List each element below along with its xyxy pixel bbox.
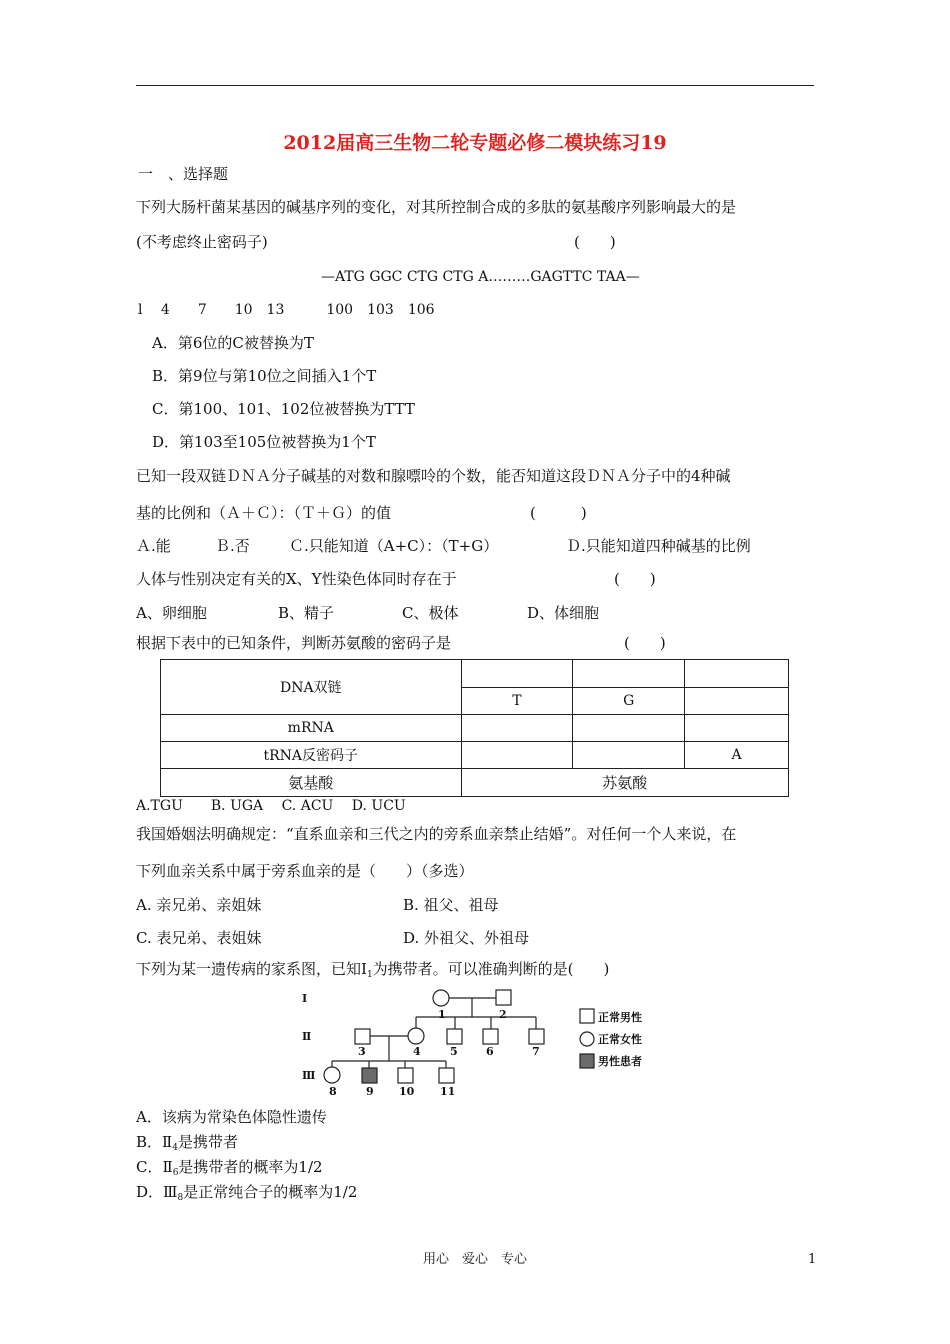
q6-stem: 下列为某一遗传病的家系图，已知$Ⅰ_1$为携带者。可以准确判断的是( ) xyxy=(136,960,610,980)
q2-stem-line1: 已知一段双链ＤＮＡ分子碱基的对数和腺嘌呤的个数，能否知道这段ＤＮＡ分子中的4种碱 xyxy=(136,467,731,485)
q3-answer-paren: ( ) xyxy=(614,570,656,588)
legend-label-female: 正常女性 xyxy=(598,1033,642,1046)
q5-option-b: B. 祖父、祖母 xyxy=(403,896,499,914)
codon-table xyxy=(160,659,789,796)
section-heading: 一 、选择题 xyxy=(138,165,229,183)
q2-answer-paren: ( ) xyxy=(530,504,587,522)
pedigree-II7-male xyxy=(529,1029,544,1044)
pedigree-II3-male xyxy=(355,1029,370,1044)
pedigree-number-11: 11 xyxy=(440,1085,456,1098)
q2-option-d: Ｄ.只能知道四种碱基的比例 xyxy=(566,537,751,555)
dna-strand1-cell1 xyxy=(461,660,573,688)
pedigree-II6-male xyxy=(483,1029,498,1044)
pedigree-number-7: 7 xyxy=(532,1045,540,1058)
q1-option-d: D．第103至105位被替换为1个T xyxy=(152,433,376,451)
mrna-cell2 xyxy=(573,715,685,742)
pedigree-number-9: 9 xyxy=(366,1085,374,1098)
header-rule xyxy=(136,85,814,86)
trna-cell1 xyxy=(461,742,573,769)
pedigree-III11-male xyxy=(439,1068,454,1083)
pedigree-number-10: 10 xyxy=(399,1085,415,1098)
pedigree-number-2: 2 xyxy=(499,1008,507,1021)
pedigree-II5-male xyxy=(447,1029,462,1044)
dna-strand2-cell1: T xyxy=(461,688,573,715)
row-label-dna: DNA双链 xyxy=(161,660,462,715)
q6-option-b: B．$Ⅱ_4$是携带者 xyxy=(136,1133,238,1153)
q3-option-a: A、卵细胞 xyxy=(136,604,207,622)
q6-option-a: A．该病为常染色体隐性遗传 xyxy=(136,1108,327,1126)
q2-option-c: Ｃ.只能知道（A+C）：（T+G） xyxy=(289,537,499,555)
trna-cell2 xyxy=(573,742,685,769)
legend-label-affected: 男性患者 xyxy=(598,1055,642,1068)
pedigree-number-6: 6 xyxy=(486,1045,494,1058)
q5-stem-line2: 下列血亲关系中属于旁系血亲的是（ ）（多选） xyxy=(136,862,474,880)
mrna-cell3 xyxy=(685,715,789,742)
q1-answer-paren: ( ) xyxy=(574,233,616,251)
legend-male-symbol xyxy=(580,1009,594,1023)
q6-option-c: C．$Ⅱ_6$是携带者的概率为1/2 xyxy=(136,1158,323,1178)
footer-slogan: 用心 爱心 专心 xyxy=(422,1252,527,1267)
q1-stem-line2: (不考虑终止密码子) xyxy=(136,233,268,251)
row-label-amino-acid: 氨基酸 xyxy=(161,769,462,797)
q3-option-c: C、极体 xyxy=(402,604,459,622)
generation-label-II: Ⅱ xyxy=(302,1030,312,1043)
q2-option-b: Ｂ.否 xyxy=(215,537,250,555)
dna-strand1-cell2 xyxy=(573,660,685,688)
pedigree-III10-male xyxy=(398,1068,413,1083)
q5-option-d: D. 外祖父、外祖母 xyxy=(403,929,530,947)
q6-option-d: D．$Ⅲ_8$是正常纯合子的概率为1/2 xyxy=(136,1183,358,1203)
pedigree-III8-female xyxy=(324,1067,340,1083)
row-label-mrna: mRNA xyxy=(161,715,462,742)
dna-strand1-cell3 xyxy=(685,660,789,688)
q2-option-a: Ａ.能 xyxy=(136,537,171,555)
q5-stem-line1: 我国婚姻法明确规定：“直系血亲和三代之内的旁系血亲禁止结婚”。对任何一个人来说，在 xyxy=(136,825,737,843)
q3-option-b: B、精子 xyxy=(278,604,335,622)
q4-answer-paren: ( ) xyxy=(624,634,666,652)
pedigree-I1-female xyxy=(433,990,449,1006)
legend-affected-symbol xyxy=(580,1054,594,1068)
pedigree-number-5: 5 xyxy=(450,1045,458,1058)
q1-base-positions: l 4 7 10 13 100 103 106 xyxy=(138,302,435,318)
pedigree-III9-affected-male xyxy=(362,1068,377,1083)
amino-acid-value: 苏氨酸 xyxy=(461,769,788,797)
q3-stem: 人体与性别决定有关的X、Y性染色体同时存在于 xyxy=(136,570,457,588)
mrna-cell1 xyxy=(461,715,573,742)
q2-stem-line2: 基的比例和（Ａ＋Ｃ）：（Ｔ＋Ｇ）的值 xyxy=(136,504,392,522)
pedigree-number-4: 4 xyxy=(413,1045,421,1058)
page-title: 2012届高三生物二轮专题必修二模块练习19 xyxy=(283,132,667,154)
q1-option-b: B．第9位与第10位之间插入1个T xyxy=(152,367,377,385)
pedigree-number-1: 1 xyxy=(438,1008,446,1021)
pedigree-II4-female xyxy=(408,1028,424,1044)
q4-options: A.TGU B. UGA C. ACU D. UCU xyxy=(136,798,406,814)
pedigree-I2-male xyxy=(496,990,511,1005)
q1-option-c: C．第100、101、102位被替换为TTT xyxy=(152,400,415,418)
pedigree-number-8: 8 xyxy=(329,1085,337,1098)
pedigree-number-3: 3 xyxy=(358,1045,366,1058)
q4-stem: 根据下表中的已知条件，判断苏氨酸的密码子是 xyxy=(136,634,452,652)
legend-label-male: 正常男性 xyxy=(598,1011,642,1024)
q3-option-d: D、体细胞 xyxy=(527,604,600,622)
q1-dna-sequence: —ATG GGC CTG CTG A………GAGTTC TAA— xyxy=(321,269,640,285)
q5-option-a: A. 亲兄弟、亲姐妹 xyxy=(136,896,262,914)
row-label-trna: tRNA反密码子 xyxy=(161,742,462,769)
legend-female-symbol xyxy=(580,1032,594,1046)
pedigree-chart xyxy=(290,983,660,1101)
generation-label-I: Ⅰ xyxy=(302,992,308,1005)
page-number: 1 xyxy=(808,1252,817,1267)
generation-label-III: Ⅲ xyxy=(302,1069,316,1082)
trna-cell3: A xyxy=(685,742,789,769)
dna-strand2-cell3 xyxy=(685,688,789,715)
dna-strand2-cell2: G xyxy=(573,688,685,715)
q1-stem-line1: 下列大肠杆菌某基因的碱基序列的变化，对其所控制合成的多肽的氨基酸序列影响最大的是 xyxy=(136,198,737,216)
q5-option-c: C. 表兄弟、表姐妹 xyxy=(136,929,262,947)
q1-option-a: A．第6位的C被替换为T xyxy=(152,334,314,352)
